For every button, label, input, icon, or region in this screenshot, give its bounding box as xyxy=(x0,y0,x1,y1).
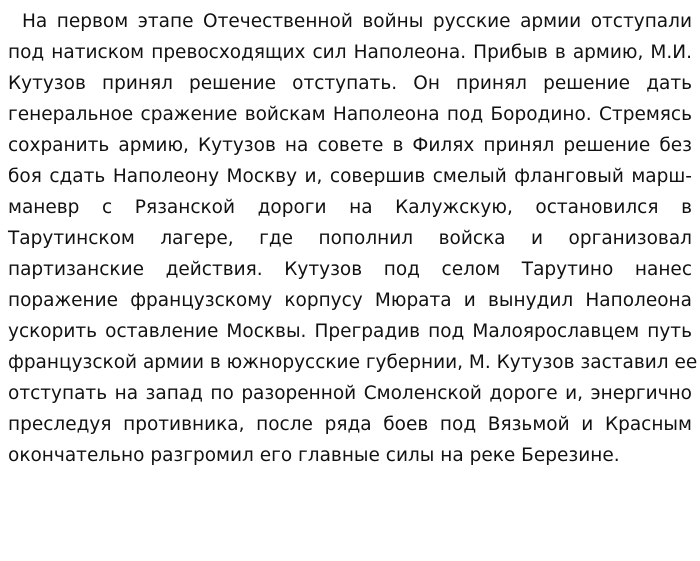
text-line: На первом этапе Отечественной войны русские армии отступали xyxy=(22,11,692,32)
document-body xyxy=(8,6,698,471)
text-line: отступать на запад по разоренной Смоленской дороге и, энергично xyxy=(8,383,692,404)
text-line: под натиском превосходящих сил Наполеона. Прибыв в армию, М.И. xyxy=(8,42,692,63)
text-line: маневр с Рязанской дороги на Калужскую, остановился в xyxy=(8,197,692,218)
text-line: окончательно разгромил его главные силы на реке Березине. xyxy=(8,445,620,466)
text-line: французской армии в южнорусские губернии, М. Кутузов заставил ее xyxy=(8,352,698,373)
text-line: боя сдать Наполеону Москву и, совершив смелый фланговый марш- xyxy=(8,166,692,187)
text-line: генеральное сражение войскам Наполеона под Бородино. Стремясь xyxy=(8,104,692,125)
paragraph xyxy=(8,6,698,471)
text-line: преследуя противника, после ряда боев под Вязьмой и Красным xyxy=(8,414,692,435)
text-line: поражение французскому корпусу Мюрата и вынудил Наполеона xyxy=(8,290,692,311)
text-line: Кутузов принял решение отступать. Он принял решение дать xyxy=(8,73,692,94)
text-line: партизанские действия. Кутузов под селом Тарутино нанес xyxy=(8,259,692,280)
text-line: ускорить оставление Москвы. Преградив под Малоярославцем путь xyxy=(8,321,692,342)
text-line: сохранить армию, Кутузов на совете в Филях принял решение без xyxy=(8,135,692,156)
text-line: Тарутинском лагере, где пополнил войска и организовал xyxy=(8,228,692,249)
